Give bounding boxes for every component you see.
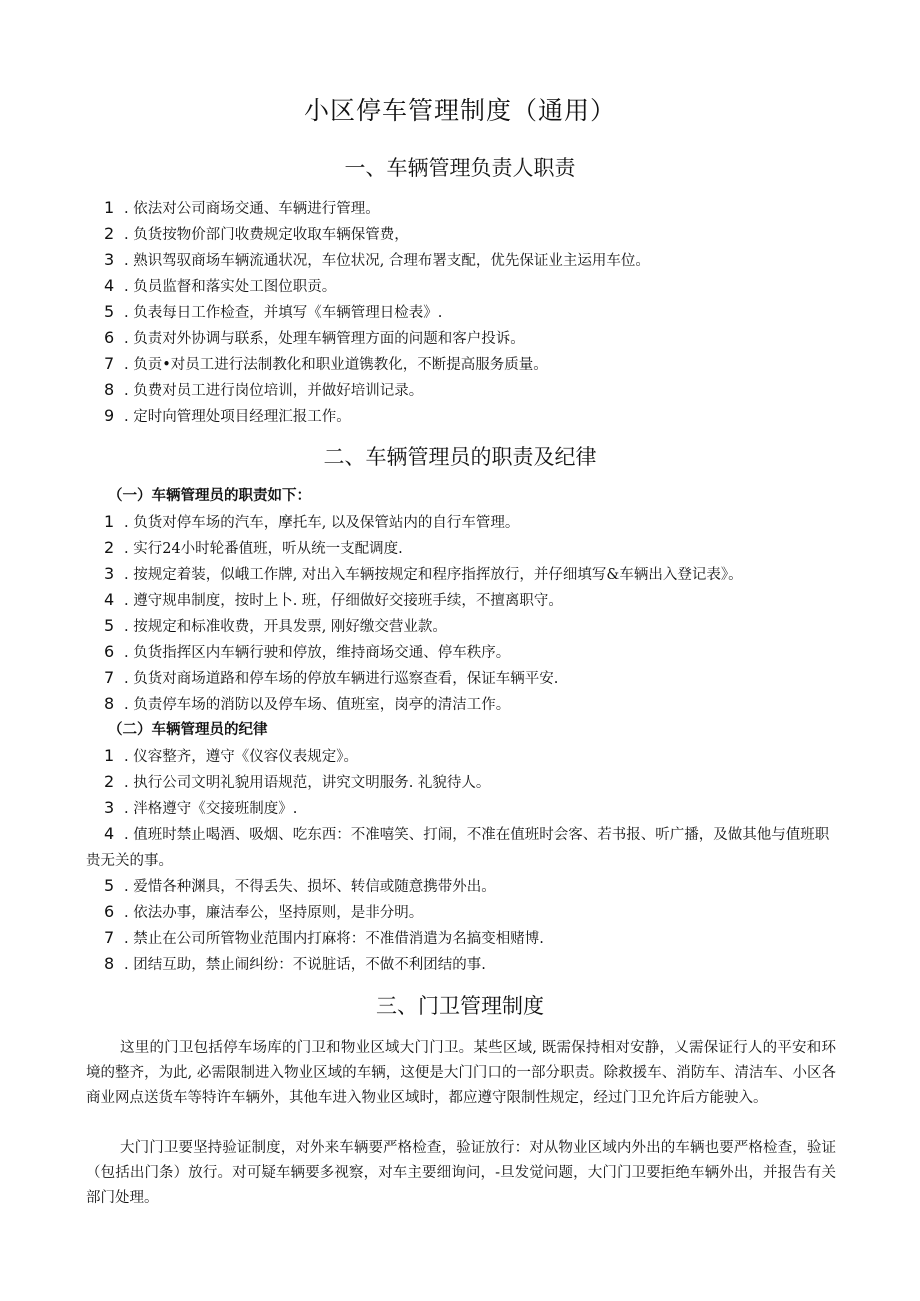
- item-number: 7: [104, 668, 115, 687]
- list-item: [104, 589, 563, 612]
- section-1-heading: 一、车辆管理负责人职责: [344, 156, 576, 180]
- item-text: . 负责对外协调与联系，处理车辆管理方面的问题和客户投诉。: [124, 331, 525, 347]
- item-number: 6: [104, 902, 115, 921]
- item-text: . 依法对公司商场交通、车辆进行管理。: [124, 201, 380, 217]
- list-item: [104, 301, 442, 324]
- item-number: 2: [104, 772, 115, 791]
- item-text: . 按规定和标准收费，开具发票, 刚好缴交营业款。: [124, 619, 447, 635]
- item-number: 3: [104, 250, 115, 269]
- item-text: . 负货对商场道路和停车场的停放车辆进行巡察查看，保证车辆平安.: [124, 671, 559, 687]
- item-text: . 禁止在公司所管物业范围内打麻将：不准借消遣为名搞变相赌博.: [124, 931, 544, 947]
- item-text: . 泮格遵守《交接班制度》.: [124, 801, 298, 817]
- item-text: . 实行24小时轮番值班，听从统一支配调度.: [124, 541, 403, 557]
- item-number: 1: [104, 512, 115, 531]
- list-item: [104, 379, 423, 402]
- list-item: [104, 275, 336, 298]
- item-text: . 负贡•对员工进行法制教化和职业道镌教化，不断提高服务质量。: [124, 357, 548, 373]
- list-item: [104, 537, 403, 560]
- item-number: 2: [104, 538, 115, 557]
- list-item: [104, 223, 409, 246]
- item-number: 7: [104, 928, 115, 947]
- list-item: [104, 667, 558, 690]
- body-paragraph: 大门门卫要坚持验证制度，对外来车辆要严格检查，验证放行：对从物业区域内外出的车辆也要严格检查，验证（包括出门条）放行。对可疑车辆要多视察，对车主要细询问，-旦发觉问题，大门门卫要拒绝车辆外出，并报告有关部门处理。: [86, 1140, 836, 1206]
- item-text: . 执行公司文明礼貌用语规范，讲究文明服务. 礼貌待人。: [124, 775, 491, 791]
- list-item: [104, 249, 650, 272]
- item-text: . 遵守规串制度，按时上卜. 班，仔细做好交接班手续，不擅离职守。: [124, 593, 563, 609]
- item-text: . 仪容整齐，遵守《仪容仪表规定》。: [124, 749, 358, 765]
- item-text: . 负责停车场的消防以及停车场、值班室，岗亭的清洁工作。: [124, 697, 511, 713]
- item-number: 4: [104, 824, 115, 843]
- item-number: 1: [104, 198, 115, 217]
- list-item: [104, 875, 496, 898]
- item-text: . 团结互助，禁止闹纠纷：不说脏话，不做不利团结的事.: [124, 957, 486, 973]
- list-item: [104, 927, 544, 950]
- list-item: [104, 405, 351, 428]
- item-number: 3: [104, 564, 115, 583]
- item-text: . 按规定着装，似峨工作牌, 对出入车辆按规定和程序指挥放行，并仔细填写&车辆出入登记表》。: [124, 567, 743, 583]
- list-item: [104, 563, 743, 586]
- item-text: . 负货对停车场的汽车，摩托车, 以及保管站内的自行车管理。: [124, 515, 520, 531]
- list-item: [104, 797, 297, 820]
- item-text: . 负表每日工作检查，并填写《车辆管理日检表》.: [124, 305, 443, 321]
- list-item: [86, 821, 836, 874]
- item-number: 8: [104, 954, 115, 973]
- list-item: [104, 353, 548, 376]
- list-item: [104, 641, 510, 664]
- item-number: 8: [104, 380, 115, 399]
- document-title: 小区停车管理制度（通用）: [303, 96, 616, 125]
- item-text: . 爱惜各种渊具，不得丢失、损坏、转信或随意携带外出。: [124, 879, 496, 895]
- item-number: 5: [104, 302, 115, 321]
- subsection-2-heading: （二）车辆管理员的纪律: [108, 722, 268, 738]
- list-item: [104, 771, 490, 794]
- item-text: . 定时向管理处项目经理汇报工作。: [124, 409, 351, 425]
- item-number: 3: [104, 798, 115, 817]
- item-number: 6: [104, 328, 115, 347]
- item-number: 9: [104, 406, 115, 425]
- list-item: [104, 511, 519, 534]
- list-item: [104, 327, 525, 350]
- item-number: 5: [104, 616, 115, 635]
- item-text: . 负货指挥区内车辆行驶和停放，维持商场交通、停车秩序。: [124, 645, 511, 661]
- item-number: 6: [104, 642, 115, 661]
- section-2-heading: 二、车辆管理员的职责及纪律: [323, 445, 597, 469]
- item-number: 1: [104, 746, 115, 765]
- subsection-1-heading: （一）车辆管理员的职责如下：: [108, 488, 311, 504]
- list-item: [104, 745, 358, 768]
- list-item: [104, 693, 510, 716]
- item-number: 8: [104, 694, 115, 713]
- item-number: 5: [104, 876, 115, 895]
- list-item: [104, 953, 486, 976]
- item-number: 4: [104, 276, 115, 295]
- item-text: . 依法办事，廉洁奉公，坚持原则，是非分明。: [124, 905, 424, 921]
- item-number: 2: [104, 224, 115, 243]
- body-paragraph: 这里的门卫包括停车场库的门卫和物业区域大门门卫。某些区域, 既需保持相对安静，乂需保证行人的平安和环境的整齐，为此, 必需限制进入物业区域的车辆，这便是大门门口的一部分职责。除救援车、消防车、清洁车、小区各商业网点送货车等特许车辆外，其他车进入物业区域时，都应遵守限制性规定，经过门卫允许后方能驶入。: [86, 1040, 836, 1106]
- item-number: 7: [104, 354, 115, 373]
- item-number: 4: [104, 590, 115, 609]
- item-text: . 负费对员工进行岗位培训，并做好培训记录。: [124, 383, 424, 399]
- item-text: . 负员监督和落实处工图位职贡。: [124, 279, 337, 295]
- section-3-heading: 三、门卫管理制度: [376, 994, 544, 1018]
- list-item: [104, 901, 423, 924]
- item-text: . 熟识驾驭商场车辆流通状况，车位状况, 合理布署支配，优先保证业主运用车位。: [124, 253, 650, 269]
- list-item: [104, 615, 447, 638]
- item-text: . 负货按物价部门收费规定收取车辆保管费，: [124, 227, 409, 243]
- list-item: [104, 197, 380, 220]
- item-text: . 值班时禁止喝酒、吸烟、吃东西：不准嘻笑、打闹，不准在值班时会客、若书报、听广播，及做其他与值班职贵无关的事。: [86, 827, 830, 869]
